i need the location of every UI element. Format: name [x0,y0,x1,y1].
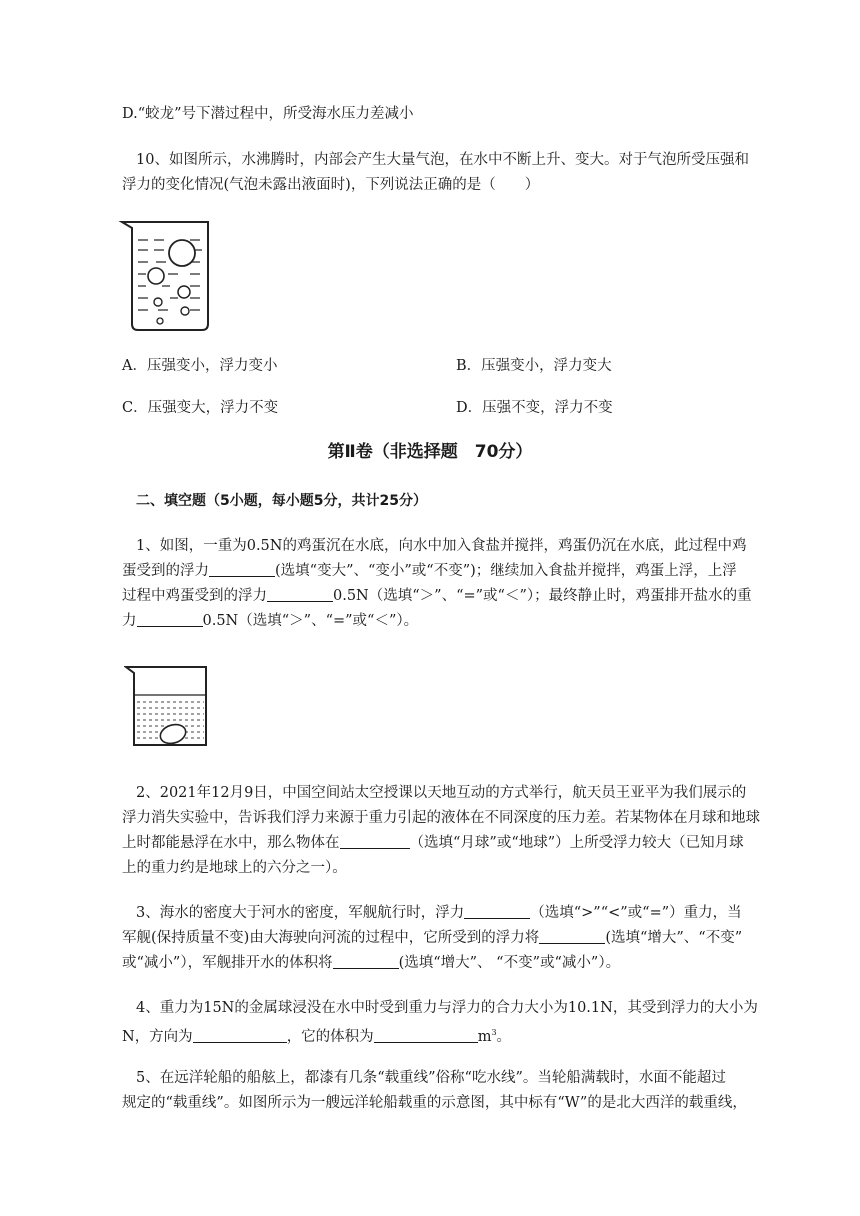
answer-blank[interactable] [137,611,203,627]
answer-blank[interactable] [209,561,275,577]
fill-q1-line1: 1、如图，一重为0.5N的鸡蛋沉在水底，向水中加入食盐并搅拌，鸡蛋仍沉在水底，此过程中鸡 [136,538,747,554]
answer-blank[interactable] [267,586,333,602]
answer-blank[interactable] [539,928,605,944]
q10-option-d: D．压强不变，浮力不变 [456,400,613,416]
fill-q4-text: 。 [496,1028,512,1045]
fill-q2-line3 [122,833,744,853]
answer-blank[interactable] [340,833,410,849]
egg-beaker-figure [124,663,216,751]
fill-q4-text: N，方向为 [122,1028,193,1045]
fill-q1-text: 力 [122,613,137,629]
fill-q5-line2: 规定的“载重线”。如图所示为一艘远洋轮船载重的示意图，其中标有“W”的是北大西洋的载重线， [122,1095,747,1111]
fill-q4-text: ，它的体积为 [286,1028,374,1045]
fill-q4-line1: 4、重力为15N的金属球浸没在水中时受到重力与浮力的合力大小为10.1N，其受到浮力的大小为 [136,1000,758,1016]
fill-q3-text: 3、海水的密度大于河水的密度，军舰航行时，浮力 [136,905,465,921]
fill-q2-text: 上时都能悬浮在水中，那么物体在 [122,835,340,851]
q10-stem-line1: 10、如图所示，水沸腾时，内部会产生大量气泡，在水中不断上升、变大。对于气泡所受压强和 [136,152,749,168]
unit-superscript: 3 [491,1028,497,1037]
q10-stem-line2: 浮力的变化情况(气泡未露出液面时)，下列说法正确的是（ ） [122,177,540,193]
fill-q3-text: （选填“>”“<”或“=”）重力，当 [530,905,742,921]
fill-q1-text: (选填“变大”、“变小”或“不变”)；继续加入食盐并搅拌，鸡蛋上浮，上浮 [275,563,737,579]
fill-q2-line2: 浮力消失实验中，告诉我们浮力来源于重力引起的液体在不同深度的压力差。若某物体在月球和地球 [122,810,760,826]
fill-q3-line3 [122,953,620,973]
fill-q3-text: 军舰(保持质量不变)由大海驶向河流的过程中，它所受到的浮力将 [122,930,540,946]
q10-option-a: A．压强变小，浮力变小 [122,358,278,374]
fill-q1-text: 过程中鸡蛋受到的浮力 [122,588,267,604]
fill-q2-line4: 上的重力约是地球上的六分之一）。 [122,860,347,876]
fill-q5-line1: 5、在远洋轮船的船舷上，都漆有几条“载重线”俗称“吃水线”。当轮船满载时，水面不能超过 [136,1070,726,1086]
fill-q1-text: 0.5N（选填“＞”、“=”或“＜”）；最终静止时，鸡蛋排开盐水的重 [333,588,752,604]
q10-option-b: B．压强变小，浮力变大 [456,358,612,374]
q9-option-d: D.“蛟龙”号下潜过程中，所受海水压力差减小 [122,106,414,122]
fill-q4-text: m [477,1028,492,1045]
answer-blank[interactable] [374,1027,478,1043]
section-2-title: 第Ⅱ卷（非选择题 70分） [327,442,533,462]
fill-q4-line2 [122,1023,511,1047]
fill-q1-line3 [122,586,752,606]
fill-q3-line1 [136,903,742,923]
part-2-heading: 二、填空题（5小题，每小题5分，共计25分） [136,493,427,509]
fill-q1-text: 0.5N（选填“＞”、“=”或“＜”）。 [202,613,419,629]
answer-blank[interactable] [464,903,530,919]
fill-q1-line2 [122,561,737,581]
fill-q3-text: (选填“增大”、 “不变”或“减小”）。 [398,955,621,971]
fill-q1-line4 [122,611,418,631]
fill-q2-text: （选填“月球”或“地球”）上所受浮力较大（已知月球 [409,835,744,851]
fill-q3-text: 或“减小”），军舰排开水的体积将 [122,955,333,971]
fill-q3-text: (选填“增大”、“不变” [605,930,743,946]
fill-q3-line2 [122,928,742,948]
answer-blank[interactable] [333,953,399,969]
q10-option-c: C．压强变大，浮力不变 [122,400,279,416]
fill-q2-line1: 2、2021年12月9日，中国空间站太空授课以天地互动的方式举行，航天员王亚平为我们展示的 [136,785,747,801]
boiling-beaker-figure [118,216,214,334]
fill-q1-text: 蛋受到的浮力 [122,563,209,579]
answer-blank[interactable] [193,1027,287,1043]
